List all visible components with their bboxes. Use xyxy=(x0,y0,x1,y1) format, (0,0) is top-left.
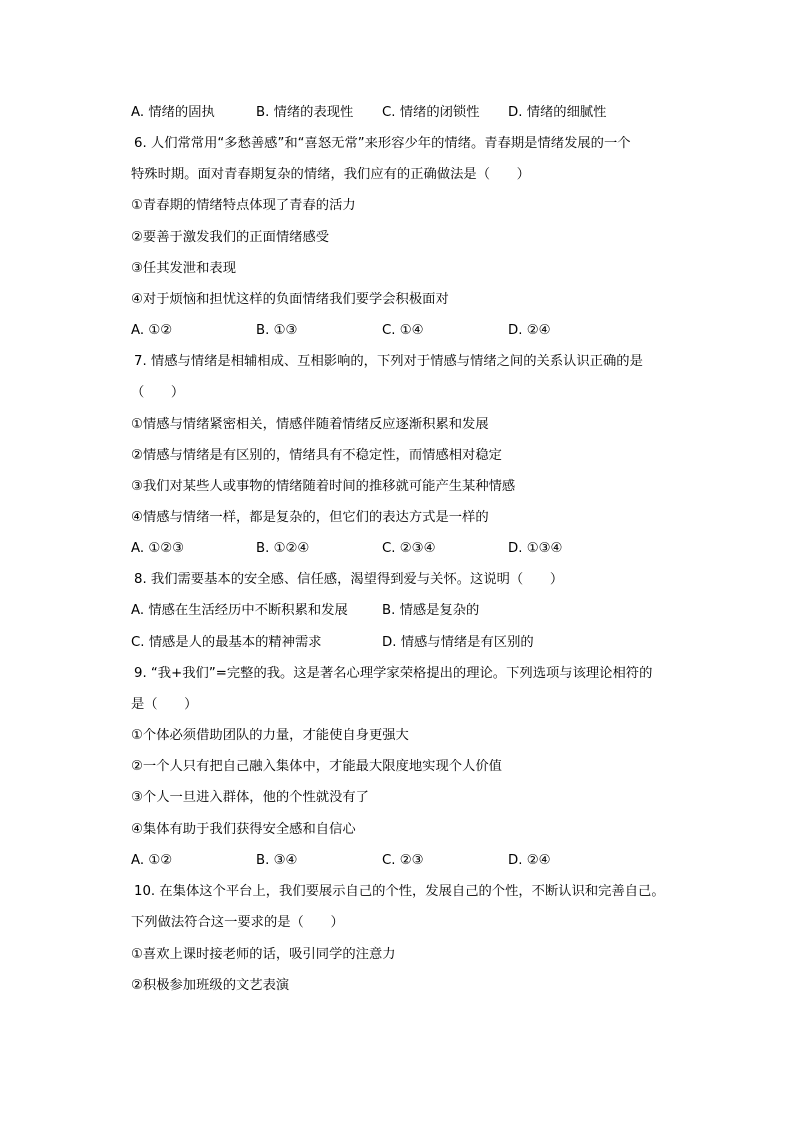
q7-item-1: ①情感与情绪紧密相关，情感伴随着情绪反应逐渐积累和发展 xyxy=(131,417,489,432)
q6-stem-line-1: 6. 人们常常用“多愁善感”和“喜怒无常”来形容少年的情绪。青春期是情绪发展的一个 xyxy=(134,136,631,151)
q7-item-4: ④情感与情绪一样，都是复杂的，但它们的表达方式是一样的 xyxy=(131,510,489,525)
q9-stem-line-2: 是（ ） xyxy=(131,697,198,712)
q8-option-c: C. 情感是人的最基本的精神需求 xyxy=(131,635,322,650)
q9-item-4: ④集体有助于我们获得安全感和自信心 xyxy=(131,822,356,837)
q9-item-2: ②一个人只有把自己融入集体中，才能最大限度地实现个人价值 xyxy=(131,759,502,774)
q6-item-2: ②要善于激发我们的正面情绪感受 xyxy=(131,230,330,245)
q7-item-2: ②情感与情绪是有区别的，情绪具有不稳定性，而情感相对稳定 xyxy=(131,448,502,463)
q10-item-1: ①喜欢上课时接老师的话，吸引同学的注意力 xyxy=(131,947,396,962)
q6-item-3: ③任其发泄和表现 xyxy=(131,261,236,276)
q9-item-3: ③个人一旦进入群体，他的个性就没有了 xyxy=(131,790,369,805)
q9-stem-line-1: 9. “我+我们”=完整的我。这是著名心理学家荣格提出的理论。下列选项与该理论相符的 xyxy=(134,666,653,681)
q6-option-a: A. ①② xyxy=(131,323,173,338)
q7-item-3: ③我们对某些人或事物的情绪随着时间的推移就可能产生某种情感 xyxy=(131,479,516,494)
q6-stem-line-2: 特殊时期。面对青春期复杂的情绪，我们应有的正确做法是（ ） xyxy=(131,167,530,182)
q7-option-b: B. ①②④ xyxy=(256,541,310,556)
q9-option-d: D. ②④ xyxy=(508,853,551,868)
q8-option-b: B. 情感是复杂的 xyxy=(382,603,480,618)
q7-option-c: C. ②③④ xyxy=(382,541,436,556)
q6-option-b: B. ①③ xyxy=(256,323,298,338)
q6-item-1: ①青春期的情绪特点体现了青春的活力 xyxy=(131,198,356,213)
q9-option-c: C. ②③ xyxy=(382,853,424,868)
q7-stem-line-1: 7. 情感与情绪是相辅相成、互相影响的，下列对于情感与情绪之间的关系认识正确的是 xyxy=(134,354,643,369)
q5-option-c: C. 情绪的闭锁性 xyxy=(382,105,480,120)
q5-option-a: A. 情绪的固执 xyxy=(131,105,215,120)
q9-item-1: ①个体必须借助团队的力量，才能使自身更强大 xyxy=(131,728,409,743)
q8-stem-line-1: 8. 我们需要基本的安全感、信任感，渴望得到爱与关怀。这说明（ ） xyxy=(134,572,564,587)
q7-option-d: D. ①③④ xyxy=(508,541,563,556)
q7-stem-line-2: （ ） xyxy=(131,385,185,400)
q9-option-a: A. ①② xyxy=(131,853,173,868)
q7-option-a: A. ①②③ xyxy=(131,541,185,556)
q8-option-d: D. 情感与情绪是有区别的 xyxy=(382,635,534,650)
q6-item-4: ④对于烦恼和担忧这样的负面情绪我们要学会积极面对 xyxy=(131,292,449,307)
q5-option-b: B. 情绪的表现性 xyxy=(256,105,354,120)
q6-option-c: C. ①④ xyxy=(382,323,424,338)
q9-option-b: B. ③④ xyxy=(256,853,298,868)
q8-option-a: A. 情感在生活经历中不断积累和发展 xyxy=(131,603,348,618)
q6-option-d: D. ②④ xyxy=(508,323,551,338)
q5-option-d: D. 情绪的细腻性 xyxy=(508,105,607,120)
q10-stem-line-1: 10. 在集体这个平台上，我们要展示自己的个性，发展自己的个性，不断认识和完善自己。 xyxy=(134,884,665,899)
q10-item-2: ②积极参加班级的文艺表演 xyxy=(131,978,290,993)
q10-stem-line-2: 下列做法符合这一要求的是（ ） xyxy=(131,915,344,930)
